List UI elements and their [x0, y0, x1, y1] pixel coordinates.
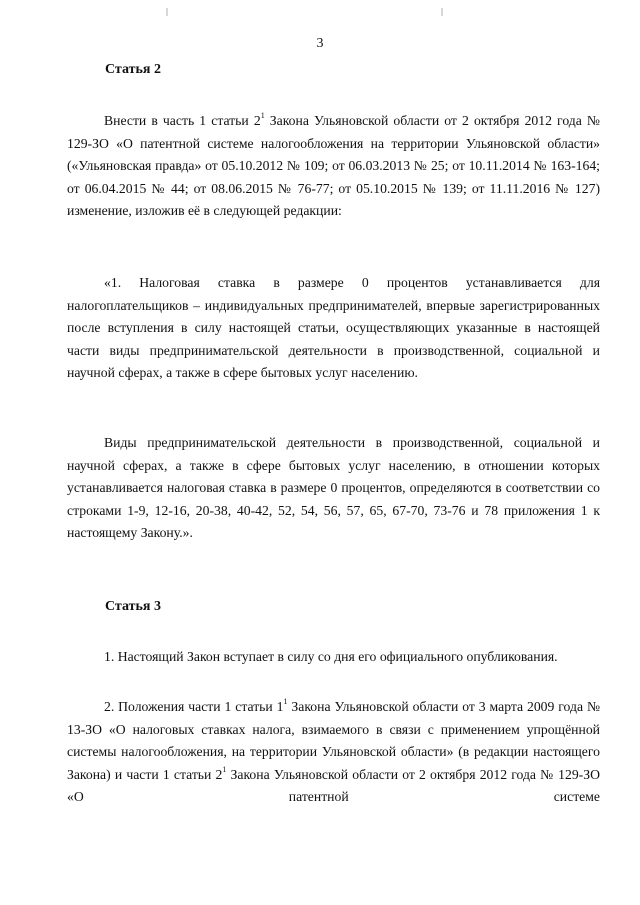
article-2-paragraph-2: «1. Налоговая ставка в размере 0 процентов устанавливается для налогоплательщиков – индивидуальных предпринимателей, впервые зарегистрированных после вступления в силу настоящей статьи, осуществляющих указанные в настоящей части виды предпринимательской деятельности в производственной, социальной и научной сферах, а также в сфере бытовых услуг населению. — [67, 275, 600, 380]
article-2-heading: Статья 2 — [105, 62, 161, 77]
text-run: Закона Ульяновской области от 3 марта 2009 года № 13-ЗО «О налоговых ставках налога, взимаемого в связи с применением упрощённой системы налогообложения, на территории Ульяновской области» (в редакции настоящего Закона) и части 1 статьи 2 — [67, 699, 600, 782]
superscript: 1 — [260, 111, 265, 120]
superscript: 1 — [283, 697, 288, 706]
article-3-paragraph-2 — [67, 696, 600, 809]
text-run: Закона Ульяновской области от 2 октября 2012 года № 129-ЗО «О патентной системе — [67, 766, 600, 804]
article-2-paragraph-3: Виды предпринимательской деятельности в производственной, социальной и научной сферах, а также в сфере бытовых услуг населению, в отношении которых устанавливается налоговая ставка в размере 0 процентов, определяются в соответствии со строками 1-9, 12-16, 20-38, 40-42, 52, 54, 56, 57, 65, 67-70, 73-76 и 78 приложения 1 к настоящему Закону.». — [67, 435, 600, 540]
superscript: 1 — [222, 764, 227, 774]
text-run: 2. Положения части 1 статьи 1 — [104, 699, 284, 714]
scan-mark — [166, 8, 168, 16]
article-2-paragraph-1 — [67, 110, 600, 223]
page-number: 3 — [316, 36, 324, 51]
article-3-paragraph-1: 1. Настоящий Закон вступает в силу со дня его официального опубликования. — [104, 649, 558, 664]
text-run: Внести в часть 1 статьи 2 — [104, 113, 261, 128]
text-run: Закона Ульяновской области от 2 октября 2012 года № 129-ЗО «О патентной системе налогообложения на территории Ульяновской области» («Ульяновская правда» от 05.10.2012 № 109; от 06.03.2013 № 25; от 10.11.2014 № 163-164; от 06.04.2015 № 44; от 08.06.2015 № 76-77; от 05.10.2015 № 139; от 11.11.2016 № 127) изменение, изложив её в следующей редакции: — [67, 113, 600, 218]
scan-mark — [441, 8, 443, 16]
article-3-heading: Статья 3 — [105, 599, 161, 614]
